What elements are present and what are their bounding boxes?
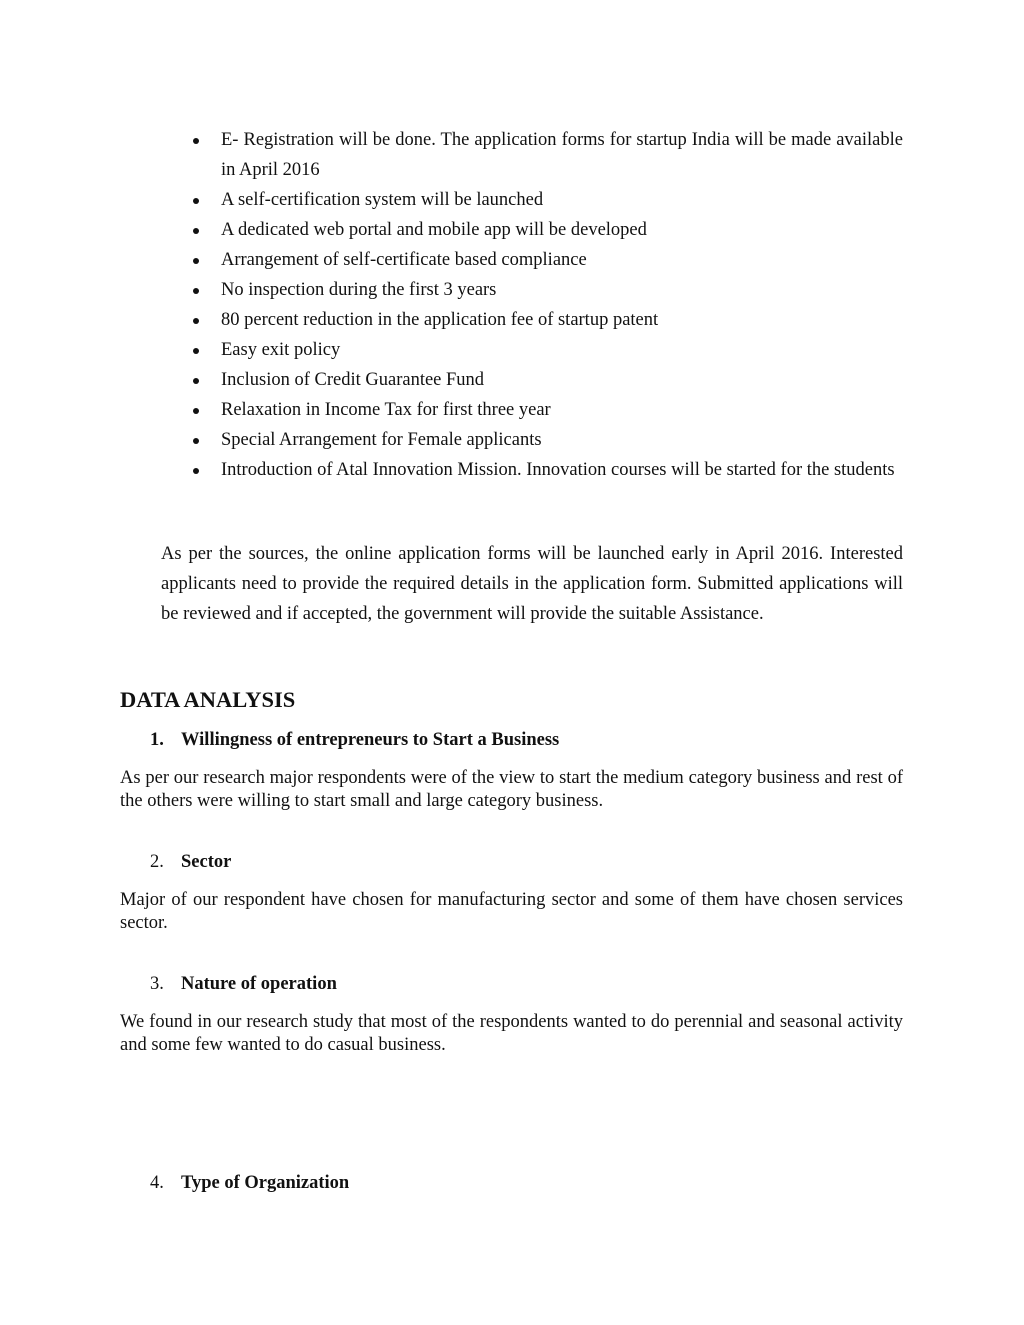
- bullet-text: Arrangement of self-certificate based compliance: [221, 250, 587, 270]
- bullet-text: Easy exit policy: [221, 340, 341, 360]
- bullet-icon: [190, 125, 202, 155]
- bullet-item: [190, 275, 903, 305]
- bullet-icon: [190, 455, 202, 485]
- subsection-number: 2.: [150, 852, 164, 872]
- subsection-heading: [150, 972, 337, 996]
- bullet-item: [190, 335, 903, 365]
- bullet-icon: [190, 275, 202, 305]
- subsection-heading: [150, 1171, 349, 1195]
- bullet-item: [190, 305, 903, 335]
- bullet-text: Relaxation in Income Tax for first three year: [221, 400, 551, 420]
- subsection-body: As per our research major respondents were of the view to start the medium category business and rest of the others were willing to start small and large category business.: [120, 768, 903, 811]
- bullet-icon: [190, 395, 202, 425]
- subsection-body: We found in our research study that most of the respondents wanted to do perennial and seasonal activity and some few wanted to do casual business.: [120, 1012, 903, 1055]
- subsection-number: 1.: [150, 730, 164, 750]
- bullet-text: 80 percent reduction in the application fee of startup patent: [221, 310, 659, 330]
- bullet-text: Introduction of Atal Innovation Mission. Innovation courses will be started for the students: [221, 460, 895, 480]
- bullet-item: [190, 455, 903, 485]
- bullet-text: No inspection during the first 3 years: [221, 280, 497, 300]
- bullet-text: Inclusion of Credit Guarantee Fund: [221, 370, 485, 390]
- bullet-text: Special Arrangement for Female applicants: [221, 430, 542, 450]
- bullet-text: A dedicated web portal and mobile app will be developed: [221, 220, 647, 240]
- subsection-body: Major of our respondent have chosen for manufacturing sector and some of them have chosen services sector.: [120, 890, 903, 933]
- bullet-icon: [190, 335, 202, 365]
- bullet-icon: [190, 365, 202, 395]
- subsection-heading: [150, 850, 231, 874]
- subsection-heading: [150, 728, 559, 752]
- subsection-number: 4.: [150, 1173, 164, 1193]
- subsection-title: Type of Organization: [181, 1173, 350, 1193]
- bullet-text: E- Registration will be done. The application forms for startup India will be made available in April 2016: [221, 130, 903, 180]
- bullet-item: [190, 185, 903, 215]
- bullet-item: [190, 245, 903, 275]
- features-bullet-list: [190, 125, 903, 485]
- intro-paragraph: As per the sources, the online application forms will be launched early in April 2016. Interested applicants need to provide the required details in the application form. Submitted applications will be reviewed and if accepted, the government will provide the suitable Assistance.: [161, 544, 903, 624]
- subsection-title: Willingness of entrepreneurs to Start a Business: [181, 730, 560, 750]
- subsection-number: 3.: [150, 974, 164, 994]
- subsection-title: Nature of operation: [181, 974, 337, 994]
- bullet-item: [190, 395, 903, 425]
- subsection-title: Sector: [181, 852, 232, 872]
- bullet-icon: [190, 185, 202, 215]
- bullet-icon: [190, 245, 202, 275]
- bullet-item: [190, 365, 903, 395]
- bullet-item: [190, 215, 903, 245]
- bullet-icon: [190, 305, 202, 335]
- bullet-item: [190, 425, 903, 455]
- section-title: DATA ANALYSIS: [120, 687, 296, 712]
- bullet-icon: [190, 215, 202, 245]
- bullet-icon: [190, 425, 202, 455]
- bullet-item: [190, 125, 903, 185]
- bullet-text: A self-certification system will be launched: [221, 190, 544, 210]
